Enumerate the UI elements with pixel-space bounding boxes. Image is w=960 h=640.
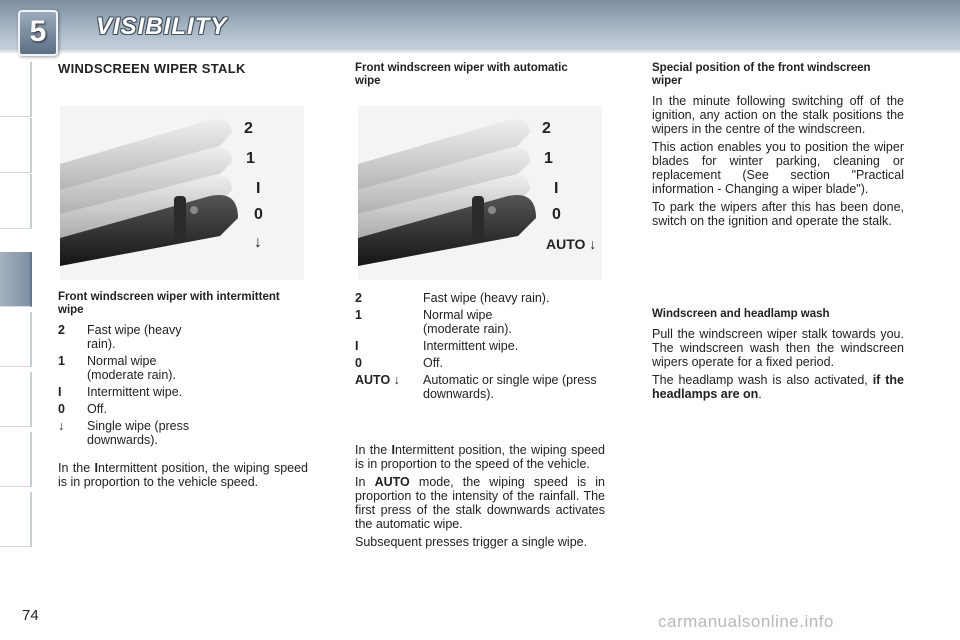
paragraph-intermittent: In the Intermittent position, the wiping speed is in proportion to the speed of the vehicle. bbox=[355, 443, 605, 471]
list-item: I Intermittent wipe. bbox=[355, 339, 519, 353]
side-tab-1[interactable] bbox=[0, 62, 32, 117]
figure-label-0: 0 bbox=[552, 206, 561, 223]
list-item: 0 Off. bbox=[58, 402, 107, 416]
list-item: 1 Normal wipe (moderate rain). bbox=[58, 354, 176, 382]
figure-label-i: I bbox=[554, 180, 559, 197]
column-automatic-positions bbox=[355, 291, 605, 404]
section-title: WINDSCREEN WIPER STALK bbox=[58, 61, 246, 76]
figure-label-2: 2 bbox=[244, 120, 253, 137]
figure-label-1: 1 bbox=[246, 150, 255, 167]
chapter-title: VISIBILITY bbox=[96, 13, 228, 40]
subsection-title: Front windscreen wiper with intermittent wipe bbox=[58, 291, 280, 316]
figure-label-0: 0 bbox=[254, 206, 263, 223]
chapter-number-badge: 5 bbox=[18, 10, 58, 56]
paragraph-wash-2: The headlamp wash is also activated, if the headlamps are on. bbox=[652, 373, 905, 401]
side-tab-3[interactable] bbox=[0, 174, 32, 229]
side-tab-7[interactable] bbox=[0, 372, 32, 427]
paragraph-special-3: To park the wipers after this has been done, switch on the ignition and operate the stalk. bbox=[652, 200, 904, 228]
section-title: Special position of the front windscreen wiper bbox=[652, 62, 871, 87]
automatic-wiper-stalk-photo bbox=[358, 106, 602, 280]
figure-label-2: 2 bbox=[542, 120, 551, 137]
paragraph-special-1: In the minute following switching off of the ignition, any action on the stalk positions the wipers in the centre of the windscreen. bbox=[652, 94, 904, 136]
figure-label-arrow: ↓ bbox=[254, 234, 262, 251]
section-title: Front windscreen wiper with automatic wipe bbox=[355, 62, 568, 87]
list-item: 2 Fast wipe (heavy rain). bbox=[355, 291, 550, 305]
side-tab-8[interactable] bbox=[0, 432, 32, 487]
page-number: 74 bbox=[22, 607, 39, 624]
list-item: AUTO ↓ Automatic or single wipe (press downwards). bbox=[355, 373, 597, 401]
paragraph-special-2: This action enables you to position the wiper blades for winter parking, cleaning or replacement (See section "Practical information - Changing a wiper blade"). bbox=[652, 140, 904, 196]
watermark: carmanualsonline.info bbox=[658, 612, 834, 631]
list-item: 1 Normal wipe (moderate rain). bbox=[355, 308, 512, 336]
paragraph-auto-mode: In AUTO mode, the wiping speed is in proportion to the intensity of the rainfall. The first press of the stalk downwards activates the automatic wipe. bbox=[355, 475, 605, 531]
side-tab-6[interactable] bbox=[0, 312, 32, 367]
paragraph-wash-1: Pull the windscreen wiper stalk towards you. The windscreen wash then the windscreen wipers operate for a fixed period. bbox=[652, 327, 904, 369]
list-item: I Intermittent wipe. bbox=[58, 385, 183, 399]
column-headlamp-wash bbox=[652, 308, 904, 405]
column-automatic-paragraphs bbox=[355, 443, 605, 553]
position-list bbox=[355, 291, 605, 401]
column-intermittent-wipe bbox=[58, 291, 308, 493]
figure-label-1: 1 bbox=[544, 150, 553, 167]
side-tab-9[interactable] bbox=[0, 492, 32, 547]
position-list bbox=[58, 323, 308, 447]
list-item: 0 Off. bbox=[355, 356, 443, 370]
wiper-stalk-photo bbox=[60, 106, 304, 280]
column-automatic-wipe bbox=[355, 62, 605, 88]
figure-label-auto: AUTO ↓ bbox=[546, 236, 597, 252]
side-tab-2[interactable] bbox=[0, 118, 32, 173]
figure-label-i: I bbox=[256, 180, 261, 197]
paragraph-subsequent-presses: Subsequent presses trigger a single wipe. bbox=[355, 535, 588, 549]
column-wiper-stalk bbox=[58, 62, 308, 76]
paragraph-intermittent: In the Intermittent position, the wiping speed is in proportion to the vehicle speed. bbox=[58, 461, 308, 489]
section-title: Windscreen and headlamp wash bbox=[652, 308, 830, 320]
side-tab-5-active[interactable] bbox=[0, 252, 32, 307]
header-divider bbox=[0, 48, 960, 54]
list-item: 2 Fast wipe (heavy rain). bbox=[58, 323, 182, 351]
column-special-position bbox=[652, 62, 904, 232]
list-item: ↓ Single wipe (press downwards). bbox=[58, 419, 190, 447]
